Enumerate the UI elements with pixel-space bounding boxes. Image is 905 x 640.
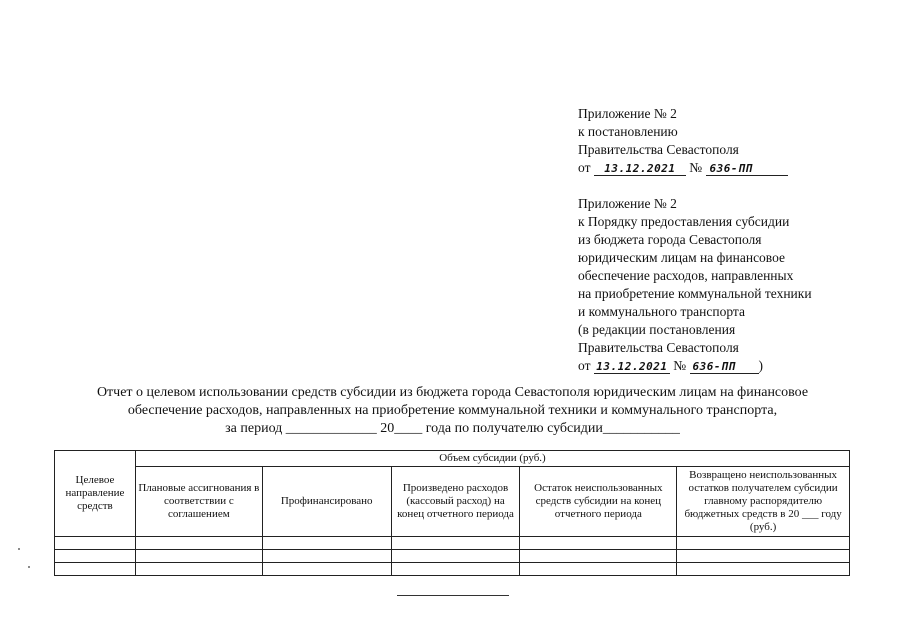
table-cell[interactable]: [55, 563, 136, 576]
appendix2-line: обеспечение расходов, направленных: [578, 268, 794, 283]
table-cell[interactable]: [135, 537, 262, 550]
appendix2-line: из бюджета города Севастополя: [578, 232, 762, 247]
table-cell[interactable]: [391, 537, 520, 550]
appendix2-line: Правительства Севастополя: [578, 340, 739, 355]
handwritten-date: 13.12.2021: [594, 162, 686, 176]
header-unused-remainder: Остаток неиспользованных средств субсидии на конец отчетного периода: [520, 467, 677, 537]
header-target-direction: Целевое направление средств: [55, 451, 136, 537]
header-subsidy-volume: Объем субсидии (руб.): [135, 451, 849, 467]
appendix2-line: и коммунального транспорта: [578, 304, 745, 319]
table-row: [55, 537, 850, 550]
report-title-line1: Отчет о целевом использовании средств субсидии из бюджета города Севастополя юридическим лицам на финансовое: [96, 385, 809, 400]
appendix1-date-line: [578, 160, 788, 176]
appendix1-line3: Правительства Севастополя: [578, 142, 739, 157]
table-cell[interactable]: [55, 550, 136, 563]
table-cell[interactable]: [391, 550, 520, 563]
table-cell[interactable]: [262, 537, 391, 550]
report-title-line3: за период _____________ 20____ года по получателю субсидии___________: [225, 421, 680, 436]
report-table: [54, 450, 850, 576]
table-row: [55, 550, 850, 563]
table-cell[interactable]: [55, 537, 136, 550]
header-financed: Профинансировано: [262, 467, 391, 537]
scan-speck: [28, 566, 30, 568]
date-prefix: от: [578, 160, 591, 175]
header-expenses-incurred: Произведено расходов (кассовый расход) на конец отчетного периода: [391, 467, 520, 537]
table-row: [55, 563, 850, 576]
handwritten-number: 636-ПП: [690, 360, 759, 374]
table-cell[interactable]: [262, 550, 391, 563]
appendix1-line1: Приложение № 2: [578, 106, 677, 121]
table-cell[interactable]: [677, 563, 850, 576]
appendix2-date-line: [578, 358, 763, 374]
table-cell[interactable]: [262, 563, 391, 576]
appendix2-line: (в редакции постановления: [578, 322, 736, 337]
table-cell[interactable]: [677, 537, 850, 550]
appendix2-line: на приобретение коммунальной техники: [578, 286, 812, 301]
table-cell[interactable]: [135, 563, 262, 576]
header-planned-allocations: Плановые ассигнования в соответствии с соглашением: [135, 467, 262, 537]
report-title-line2: обеспечение расходов, направленных на приобретение коммунальной техники и коммунального транспорта,: [127, 403, 778, 418]
footer-separator: [397, 595, 509, 596]
appendix2-line: юридическим лицам на финансовое: [578, 250, 785, 265]
appendix2-line: к Порядку предоставления субсидии: [578, 214, 790, 229]
header-returned-remainder: Возвращено неиспользованных остатков получателем субсидии главному распорядителю бюджетных средств в 20 ___ году (руб.): [677, 467, 850, 537]
table-cell[interactable]: [520, 537, 677, 550]
closing-paren: ): [758, 358, 763, 373]
number-prefix: №: [673, 358, 687, 373]
table-cell[interactable]: [520, 550, 677, 563]
appendix2-line: Приложение № 2: [578, 196, 677, 211]
appendix1-line2: к постановлению: [578, 124, 678, 139]
number-prefix: №: [689, 160, 703, 175]
table-cell[interactable]: [391, 563, 520, 576]
table-cell[interactable]: [520, 563, 677, 576]
table-cell[interactable]: [677, 550, 850, 563]
table-cell[interactable]: [135, 550, 262, 563]
scan-speck: [18, 548, 20, 550]
handwritten-number: 636-ПП: [706, 162, 788, 176]
date-prefix: от: [578, 358, 591, 373]
handwritten-date: 13.12.2021: [594, 360, 670, 374]
